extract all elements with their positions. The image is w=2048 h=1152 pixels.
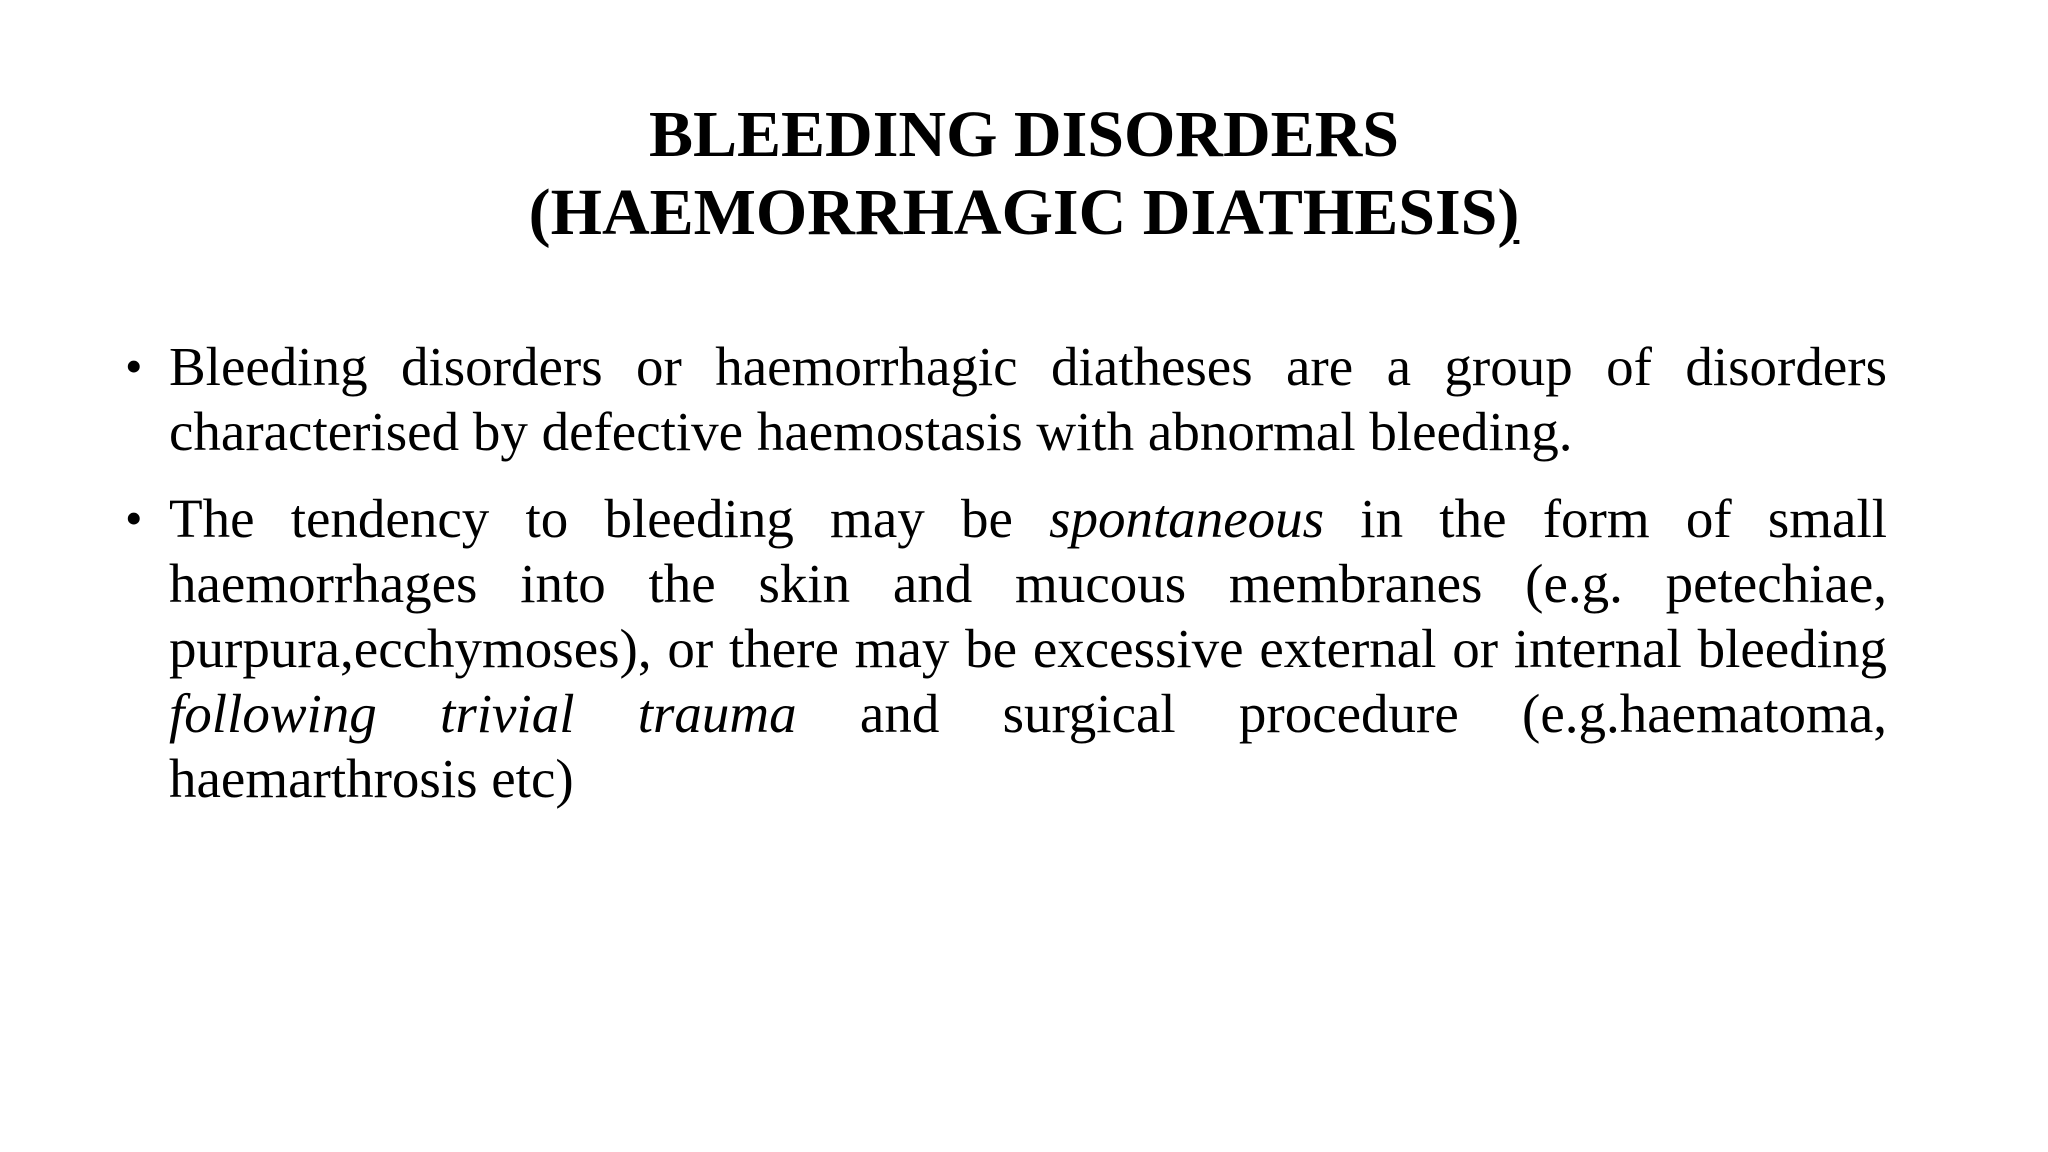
bullet-text: Bleeding disorders or haemorrhagic diatheses are a group of disorders characterised by defective haemostasis with abnormal bleeding. [169,336,1887,462]
bullet-item-tendency [125,486,1887,811]
slide-title [0,96,2048,252]
bullet-text [169,486,1887,811]
title-line-2-text: (HAEMORRHAGIC DIATHESIS [528,176,1498,249]
bullet-item-definition [125,334,1887,464]
bullet-dot: • [125,490,143,546]
title-line-1: BLEEDING DISORDERS [648,98,1400,171]
title-closing-paren: ) [1497,176,1520,249]
bullet-text-italic-spontaneous: spontaneous [1049,488,1325,549]
bullet-text-italic-trauma: following trivial trauma [169,683,797,744]
bullet-text-part-3: and surgical procedure (e.g.haematoma, haemarthrosis etc) [169,683,1887,809]
bullet-text-part-1: The tendency to bleeding may be [169,488,1050,549]
bullet-dot: • [125,338,143,394]
bullet-text-part-2: in the form of small haemorrhages into the skin and mucous membranes (e.g. petechiae, purpura,ecchymoses), or there may be excessive external or internal bleeding [169,488,1888,679]
title-line-2 [0,174,2048,252]
bullet-list [125,334,1887,833]
